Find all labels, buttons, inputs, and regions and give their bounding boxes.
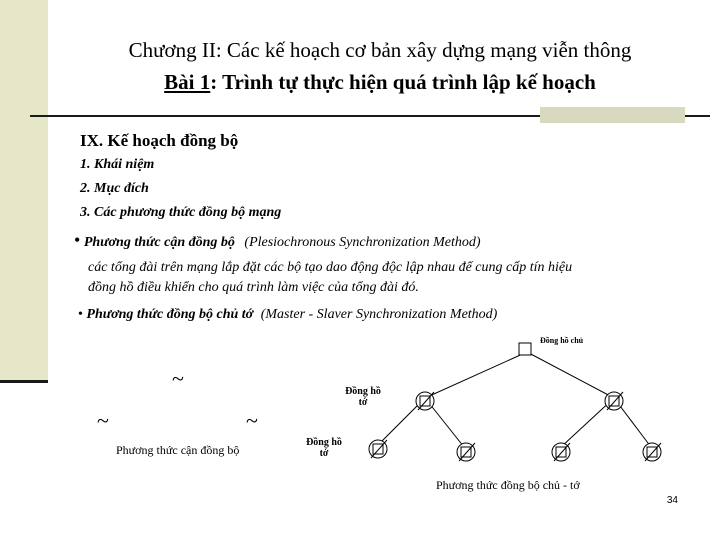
master-clock-box [519,343,531,355]
slave-clock-1 [416,392,434,410]
clock-tilde-top: ~ [172,366,184,391]
list-item-purpose: 2. Mục đích [80,181,149,196]
master-title: Phương thức đồng bộ chủ tớ [86,307,254,322]
plesio-title: Phương thức cận đồng bộ [83,235,235,250]
slave-clock-2 [605,392,623,410]
slave-clock-label-lower: Đồng hồ tớ [306,437,342,459]
list-item-concept: 1. Khái niệm [80,157,155,172]
master-diagram-caption: Phương thức đồng bộ chủ - tớ [436,478,580,492]
plesio-diagram-caption: Phương thức cận đồng bộ [116,443,240,457]
link-master-slave1 [425,352,527,398]
bullet-icon: • [78,307,83,322]
chapter-title: Chương II: Các kế hoạch cơ bản xây dựng mạng viễn thông [128,38,632,62]
page-number: 34 [666,495,678,506]
slave-clock-label-upper: Đồng hồ tớ [345,386,381,408]
slave-clock-5 [552,443,570,461]
list-item-methods: 3. Các phương thức đồng bộ mạng [80,205,282,220]
slave-clock-4 [457,443,475,461]
slave-clock-6 [643,443,661,461]
plesio-desc-line1: các tổng đài trên mạng lắp đặt các bộ tạo dao động độc lập nhau để cung cấp tín hiệu [88,260,573,275]
section-heading: IX. Kế hoạch đồng bộ [80,131,239,150]
lesson-label: Bài 1 [164,70,211,94]
plesio-desc-line2: đồng hồ điều khiển cho quá trình làm việc của tổng đài đó. [88,280,419,295]
link-master-slave2 [527,352,614,398]
bullet-icon: • [74,230,81,250]
master-subtitle: (Master - Slaver Synchronization Method) [260,307,498,322]
clock-tilde-left: ~ [97,408,109,433]
master-clock-label: Đồng hồ chủ [540,336,584,345]
lesson-title-text: : Trình tự thực hiện quá trình lập kế hoạch [210,70,596,94]
clock-tilde-right: ~ [246,408,258,433]
plesio-subtitle: (Plesiochronous Synchronization Method) [244,235,481,250]
slave-clock-3 [369,440,387,458]
